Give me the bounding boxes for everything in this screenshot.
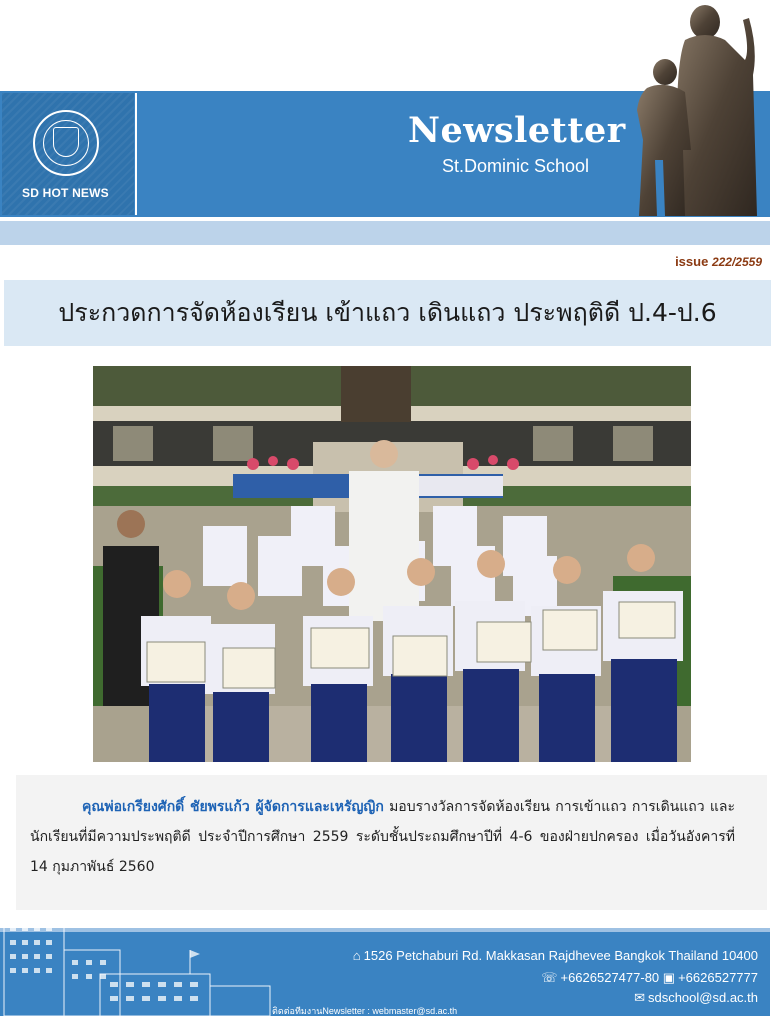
- article-title: ประกวดการจัดห้องเรียน เข้าแถว เดินแถว ประพฤติดี ป.4-ป.6: [58, 298, 717, 327]
- article-lead: คุณพ่อเกรียงศักดิ์ ชัยพรแก้ว ผู้จัดการและเหรัญญิก: [82, 799, 384, 815]
- newsletter-title: Newsletter: [408, 110, 626, 151]
- header-subbar: [0, 221, 770, 245]
- footer-address: [353, 948, 758, 963]
- footer-contact[interactable]: ติดต่อทีมงานNewsletter : webmaster@sd.ac.th: [272, 1006, 458, 1016]
- article-body: [30, 792, 735, 882]
- footer-address-text: 1526 Petchaburi Rd. Makkasan Rajdhevee Bangkok Thailand 10400: [363, 948, 758, 963]
- mail-icon: ✉: [634, 990, 645, 1005]
- footer-email-text[interactable]: sdschool@sd.ac.th: [647, 990, 758, 1005]
- hot-news-label: SD HOT NEWS: [22, 186, 109, 200]
- footer-phone-text: +6626527477-80: [560, 970, 660, 985]
- issue-word: issue: [675, 254, 709, 269]
- newsletter-subtitle: St.Dominic School: [442, 156, 590, 176]
- group-photo: [93, 366, 691, 762]
- footer-fax-text: +6626527777: [678, 970, 758, 985]
- logo-divider: [135, 93, 137, 215]
- article-body-text: มอบรางวัลการจัดห้องเรียน การเข้าแถว การเดินแถว และนักเรียนที่มีความประพฤติดี ประจำปีการศึกษา 2559 ระดับชั้นประถมศึกษาปีที่ 4-6 ของฝ่ายปกครอง เมื่อวันอังคารที่ 14 กุมภาพันธ์ 2560: [30, 799, 735, 875]
- school-buildings-illustration: [0, 910, 280, 1016]
- statue-image: [625, 0, 784, 216]
- issue-label: [675, 254, 762, 269]
- issue-number: 222/2559: [711, 255, 762, 269]
- school-seal-icon: [33, 110, 99, 176]
- phone-icon: ☏: [541, 970, 558, 985]
- home-icon: ⌂: [352, 948, 361, 963]
- article-title-box: [4, 280, 771, 346]
- footer-phone-fax: [541, 970, 758, 986]
- footer-email: [634, 990, 758, 1006]
- fax-icon: ▣: [662, 970, 676, 985]
